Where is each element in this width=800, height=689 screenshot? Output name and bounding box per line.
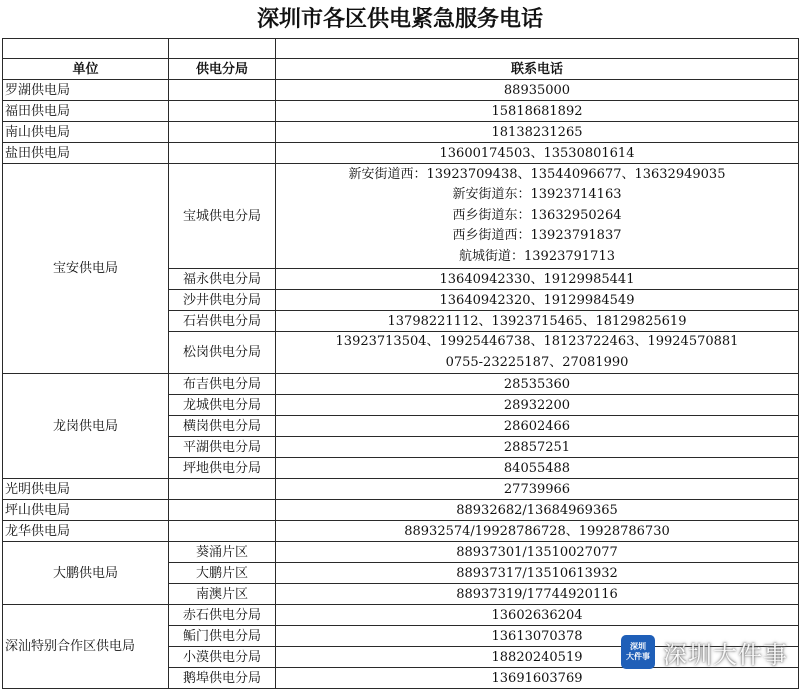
phone-cell: 18820240519 [276,647,799,668]
phone-cell: 88935000 [276,80,799,101]
table-row [3,479,799,500]
header-branch: 供电分局 [169,59,276,80]
unit-cell: 坪山供电局 [3,500,169,521]
header-unit: 单位 [3,59,169,80]
branch-cell: 松岗供电分局 [169,332,276,374]
unit-cell: 南山供电局 [3,122,169,143]
branch-cell: 石岩供电分局 [169,311,276,332]
phone-line: 西乡街道西：13923791837 [452,228,622,244]
header-row [3,59,799,80]
branch-cell: 龙城供电分局 [169,395,276,416]
phone-line: 航城街道：13923791713 [459,248,615,264]
phone-line: 西乡街道东：13632950264 [452,207,622,223]
phone-cell: 13798221112、13923715465、18129825619 [276,311,799,332]
branch-cell: 福永供电分局 [169,269,276,290]
watermark-logo-icon: 深圳 大件事 [621,635,655,669]
phone-cell: 28857251 [276,437,799,458]
branch-cell: 横岗供电分局 [169,416,276,437]
phone-cell: 88932682/13684969365 [276,500,799,521]
page-title: 深圳市各区供电紧急服务电话 [256,6,543,32]
branch-cell: 坪地供电分局 [169,458,276,479]
phone-cell: 88937317/13510613932 [276,563,799,584]
unit-cell: 宝安供电局 [3,164,169,374]
branch-cell: 平湖供电分局 [169,437,276,458]
phone-cell: 13640942330、19129985441 [276,269,799,290]
phone-cell: 27739966 [276,479,799,500]
unit-cell: 龙华供电局 [3,521,169,542]
phone-line: 新安街道西：13923709438、13544096677、13632949035 [348,166,726,182]
unit-cell: 大鹏供电局 [3,542,169,605]
phone-cell: 15818681892 [276,101,799,122]
unit-cell: 福田供电局 [3,101,169,122]
table-row [3,374,799,395]
table-row [3,164,799,269]
phone-cell: 13640942320、19129984549 [276,290,799,311]
phone-cell: 28535360 [276,374,799,395]
phone-cell-multiline [276,332,799,374]
phone-cell: 88937301/13510027077 [276,542,799,563]
table-row [3,605,799,626]
branch-cell: 沙井供电分局 [169,290,276,311]
phone-cell: 28602466 [276,416,799,437]
watermark-text: 深圳大件事 [663,640,788,669]
branch-cell: 南澳片区 [169,584,276,605]
table-row [3,101,799,122]
phone-cell-multiline [276,164,799,269]
unit-cell: 罗湖供电局 [3,80,169,101]
watermark [621,632,788,672]
unit-cell: 盐田供电局 [3,143,169,164]
branch-cell: 宝城供电分局 [169,164,276,269]
phone-cell: 13602636204 [276,605,799,626]
phone-cell: 88937319/17744920116 [276,584,799,605]
table-row [3,500,799,521]
header-phone: 联系电话 [276,59,799,80]
phone-cell: 13691603769 [276,668,799,689]
branch-cell: 小漠供电分局 [169,647,276,668]
phone-line: 0755-23225187、27081990 [445,354,629,370]
phone-cell: 13613070378 [276,626,799,647]
table-row [3,122,799,143]
phone-cell: 18138231265 [276,122,799,143]
branch-cell: 鲘门供电分局 [169,626,276,647]
phone-table [2,38,799,689]
phone-line: 13923713504、19925446738、18123722463、19924570881 [335,334,739,349]
branch-cell: 大鹏片区 [169,563,276,584]
table-row [3,521,799,542]
blank-row [3,39,799,59]
phone-cell: 84055488 [276,458,799,479]
branch-cell: 赤石供电分局 [169,605,276,626]
phone-cell: 28932200 [276,395,799,416]
unit-cell: 深汕特别合作区供电局 [3,605,169,689]
table-row [3,542,799,563]
unit-cell: 龙岗供电局 [3,374,169,479]
table-row [3,80,799,101]
unit-cell: 光明供电局 [3,479,169,500]
branch-cell: 鹅埠供电分局 [169,668,276,689]
phone-cell: 88932574/19928786728、19928786730 [276,521,799,542]
branch-cell: 葵涌片区 [169,542,276,563]
phone-cell: 13600174503、13530801614 [276,143,799,164]
table-row [3,143,799,164]
branch-cell: 布吉供电分局 [169,374,276,395]
phone-line: 新安街道东：13923714163 [452,187,622,203]
